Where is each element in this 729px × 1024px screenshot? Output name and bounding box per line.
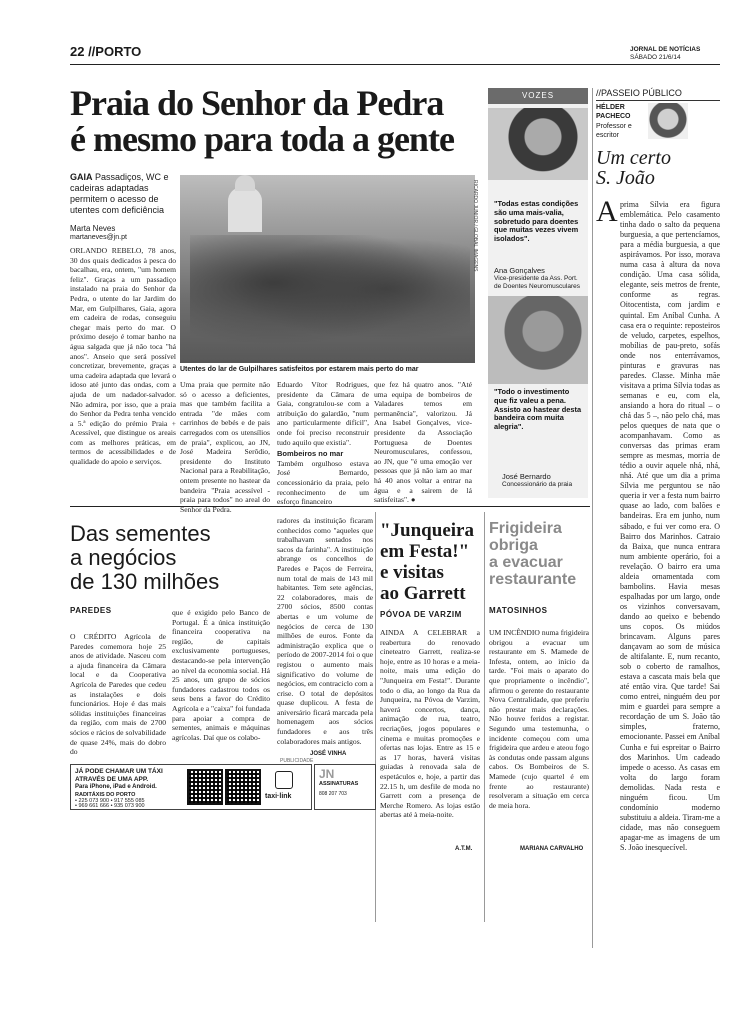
main-col3-subhead: Bombeiros no mar [277,449,344,459]
vozes-label: VOZES [488,88,588,104]
story4-place: MATOSINHOS [489,606,548,615]
story4-author: MARIANA CARVALHO [520,846,584,852]
column-section: //PASSEIO PÚBLICO [596,88,682,98]
story2-headline-line1: Das sementes [70,521,211,546]
newspaper-name: JORNAL DE NOTÍCIAS [630,46,701,53]
photo-caption: Utentes do lar de Gulpilhares satisfeitos por estarem mais perto do mar [180,366,419,373]
main-photo [180,175,475,363]
taxi-ad-line1: JÁ PODE CHAMAR UM TÁXI [75,768,163,775]
story4-headline-line4: restaurante [489,571,577,588]
story3-headline-line4: ao Garrett [380,583,466,604]
issue-date: SÁBADO 21/6/14 [630,54,681,61]
author-email: martaneves@jn.pt [70,234,127,241]
column-dropcap: A [596,195,618,228]
lead-text: Passadiços, WC e cadeiras adaptadas permitem o acesso de utentes com deficiência [70,172,169,215]
author-name: Marta Neves [70,224,116,233]
column-text: prima Sílvia era figura emblemática. Pelo casamento tinha dado o salto da pequena burguesia, a que pertencíamos, para a média burguesia, a que aspirávamos. Por isso, morava numa casa à altura da nova condição. Uma casa sólida, elegante, seis metros de frente, conforme as regras. Oitocentista, com jardim e quintal. Em Aníbal Cunha. A casa era o requinte: reposteiros de veludo, carpetes, espelhos, mobílias de pau-preto, sofás onde nos enterrávamos, pinturas e gravuras nas paredes. Classe. Minha mãe visitava a prima Sílvia todas as semanas e eu, com ela, ansiando a hora do ritual – o chá das 5 –, não pelo chá, mas pelos queques de nata que o acompanhavam. Como as conversas das primas eram sempre as mesmas, morria de tédio a ouvir aquele nhá, nhá, nhá. Até que um dia a prima Sílvia me perguntou se não queria ir ver a festa num bairro quase ao lado, com balões e bandeiras. Era em junho, num sábado, e fui ver como era. O Bairro dos Marinhos. Catraio da Baixa, que nunca entrara num ambiente operário, foi a revelação. O bairro era uma aldeia ornamentada com bambolins. Havia mesas espalhadas por um largo, onde os vizinhos conversavam, dando ao queixo e bebendo uns copos. Os miúdos brincavam. Alguns pares dançavam ao som de música de altifalante. E, num recanto, sob o coberto de ramalhos, estava a cascata mais bela que até então vira. Que tarde! Sai como entrei, ninguém deu por mim e guardei para sempre a recordação de um S. João tão simples, fraterno, emocionante. Passei em Aníbal Cunha e fui espreitar o Bairro dos Marinhos. Um cadeado impede o acesso. As casas em volta do largo foram demolidas. Nada resta e ninguém ficou. Um condomínio moderno substituiu a aldeia. Tiram-me a cidade, mas não conseguem apagar-me as imagens de um S. João inesquecível. [620,200,720,852]
main-col2: Uma praia que permite não só o acesso a deficientes, mas que também facilita a entrada "de mães com carrinhos de bebés e de pais carregados com os utensílios de praia", explicou, ao JN, José Madeira Serôdio, presidente do Instituto Nacional para a Reabilitação, ontem presente no hastear da bandeira "Praia acessível - praia para todos" no areal do Senhor da Pedra. [180,380,270,514]
vozes-photo2 [488,296,588,384]
page-section: 22 //PORTO [70,44,142,59]
column-author-role: Professor e escritor [596,123,632,139]
main-col3 [277,380,369,507]
taxi-ad-line2: ATRAVÉS DE UMA APP. [75,776,149,783]
main-col3-text: Eduardo Vítor Rodrigues, presidente da Câmara de Gaia, congratulou-se com a atribuição do galardão, "num ano particularmente difícil", onde foi preciso reconstruir tudo aquilo que existia". [277,380,369,447]
qr-code-icon [187,769,223,805]
taxi-link-logo: taxi·link [265,793,292,800]
main-headline-line1: Praia do Senhor da Pedra [70,83,444,123]
vozes-name2: José Bernardo [502,472,551,481]
main-col3-text2: Também orgulhoso estava José Bernardo, concessionário da praia, pelo reconhecimento de um esforço financeiro [277,458,369,507]
main-col1: ORLANDO REBELO, 78 anos, 30 dos quais dedicados à pesca do bacalhau, era, ontem, "um homem feliz". Graças a um passadiço instalado na praia do Senhor da Pedra, o utente do lar Jardim do Mar, em Gulpilhares, Gaia, agora em cadeira de rodas, conseguiu chegar mais perto do mar. O próximo desejo é tomar banho na água salgada que já não toca "há anos". Anseio que será possível concretizar, brevemente, graças a uma cadeira adaptada que levará o idoso até junto das ondas, com a ajuda de um nadador-salvador. Não admira, por isso, que a praia do Senhor da Pedra tenha vencido a 5.ª edição do prémio Praia + Acessível, que distingue os areais com as melhores práticas, em termos de acessibilidades e de qualidade do apoio e serviços. [70,246,176,467]
photo-credit: RICARDO JUNIOR / GLOBAL IMAGENS [472,180,478,272]
story4-headline-line1: Frigideira [489,520,562,537]
story3-place: PÓVOA DE VARZIM [380,610,462,619]
story4-headline-line2: obriga [489,537,538,554]
story2-col1: O CRÉDITO Agrícola de Paredes comemora hoje 25 anos de atividade. Nasceu com a ajuda financeira da Câmara local e da Cooperativa Agrícola de Paredes que cedeu as instalações e dois funcionários. Hoje é das mais sólidas instituições financeiras da região, com mais de 2700 sócios e rácios de solvabilidade de quase 24%, mais do dobro do [70,632,166,757]
story2-col2: que é exigido pelo Banco de Portugal. É a única instituição financeira cooperativa na região, de capitais exclusivamente portugueses, destacando-se pela intervenção ao nível da economia social. Há 25 anos, um grupo de sócios fundadores cadastrou todos os seus bens a favor do Crédito Agrícola e a "caixa" foi fundada para apoiar a compra de sementes, animais e máquinas agrícolas. Daí que os colabo- [172,608,270,742]
taxi-ad-company: RADITÁXIS DO PORTO [75,792,136,798]
taxi-ad [70,764,312,810]
story3-text: AINDA A CELEBRAR a reabertura do renovado cineteatro Garrett, realiza-se hoje, entre as 10 horas e a meia-noite, mais uma edição do "Junqueira em Festa!". Durante todo o dia, ao longo da Rua da Junqueira, na Póvoa de Varzim, haverá concertos, dança, animação de rua, teatro, recriações, jogos populares e cinema e muitas promoções e ofertas nas lojas. Entre as 15 e as 17 horas, haverá visitas guiadas à renovada sala de espetáculos e, hoje, a partir das 22.15 h, um desfile de moda no Garrett com a presença de Merche Romero. As lojas estão abertas até à meia-noite. [380,628,480,820]
lead-place: GAIA [70,172,93,182]
vozes-role2: Concessionário da praia [502,481,573,488]
jn-assinaturas-label: ASSINATURAS [319,781,359,787]
taxi-ad-phone2: • 969 661 666 • 935 073 900 [75,803,145,809]
story3-headline-line3: e visitas [380,562,444,583]
column-author-photo [648,103,688,139]
jn-phone: 808 207 703 [319,791,347,797]
column-title-line1: Um certo [596,147,671,169]
main-col4: que fez há quatro anos. "Até uma equipa de bombeiros de Valadares temos em permanência", valorizou. Já Ana Isabel Gonçalves, vice-presidente da Associação Portuguesa de Doentes Neuromusculares, confessou, ao JN, que "é uma emoção ver pessoas que já não iam ao mar há 40 anos voltar a entrar na água e a sairem de lá satisfeitas". ● [374,380,472,505]
taxi-ad-line3: Para iPhone, iPad e Android. [75,784,157,790]
jn-assinaturas-ad [314,764,376,810]
main-headline-line2: é mesmo para toda a gente [70,119,454,159]
vozes-box [488,88,588,498]
taxi-ad-phone1: • 225 073 900 • 917 555 085 [75,798,145,804]
column-title-line2: S. João [596,167,655,189]
publicidade-label: PUBLICIDADE [280,758,314,764]
vozes-photo1 [488,108,588,180]
column-author: HÉLDER PACHECO [596,104,631,120]
story2-headline-line3: de 130 milhões [70,569,220,594]
lead [70,172,178,216]
vozes-role1: Vice-presidente da Ass. Port. de Doentes Neuromusculares [494,275,580,290]
story2-author: JOSÉ VINHA [310,751,347,757]
vozes-name1: Ana Gonçalves [494,266,545,275]
jn-logo: JN [319,767,335,781]
story2-col3: radores da instituição ficaram conhecidos como "aqueles que trabalhavam sentados nos sacos da farinha". A instituição abrange os concelhos de Paredes e Paços de Ferreira, num total de mais de 143 mil habitantes. Tem sete agências, 22 colaboradores, mais de 2700 sócios, 8500 contas abertas e um volume de negócios de cerca de 130 milhões de euros. Fonte da administração explica que o período de 2007-2014 foi o que registou o aumento mais significativo do volume de negócios, em contraciclo com a crise. O total de depósitos quase duplicou. A festa de aniversário ficará marcada pela homenagem aos sócios fundadores e aos três colaboradores mais antigos. [277,516,373,746]
story3-author: A.T.M. [455,846,473,852]
story4-text: UM INCÊNDIO numa frigideira obrigou a evacuar um restaurante em S. Mamede de Infesta, ontem, ao início da tarde. "Foi mais o aparato do que propriamente o incêndio", afirmou o gerente do restaurante Nova Centralidade, que preferiu não prestar mais declarações. Não houve feridos a registar. Segundo uma testemunha, o incidente começou com uma frigideira que ardeu e ateou fogo às condutas onde passam alguns cabos. Os Bombeiros de S. Mamede (cujo quartel é em frente ao restaurante) resolveram a situação em cerca de meia hora. [489,628,589,810]
qr-code-icon [225,769,261,805]
story2-headline-line2: a negócios [70,545,177,570]
vozes-quote2: "Todo o investimento que fiz valeu a pena. Assisto ao hastear desta bandeira com muita alegria". [494,387,582,432]
story3-headline-line1: "Junqueira [380,520,474,541]
story4-headline-line3: a evacuar [489,554,563,571]
story3-headline-line2: em Festa!" [380,541,470,562]
vozes-quote1: "Todas estas condições são uma mais-valia, sobretudo para doentes que muitas vezes vivem isolados". [494,199,579,244]
taxi-link-icon [275,771,293,789]
story2-place: PAREDES [70,606,112,615]
